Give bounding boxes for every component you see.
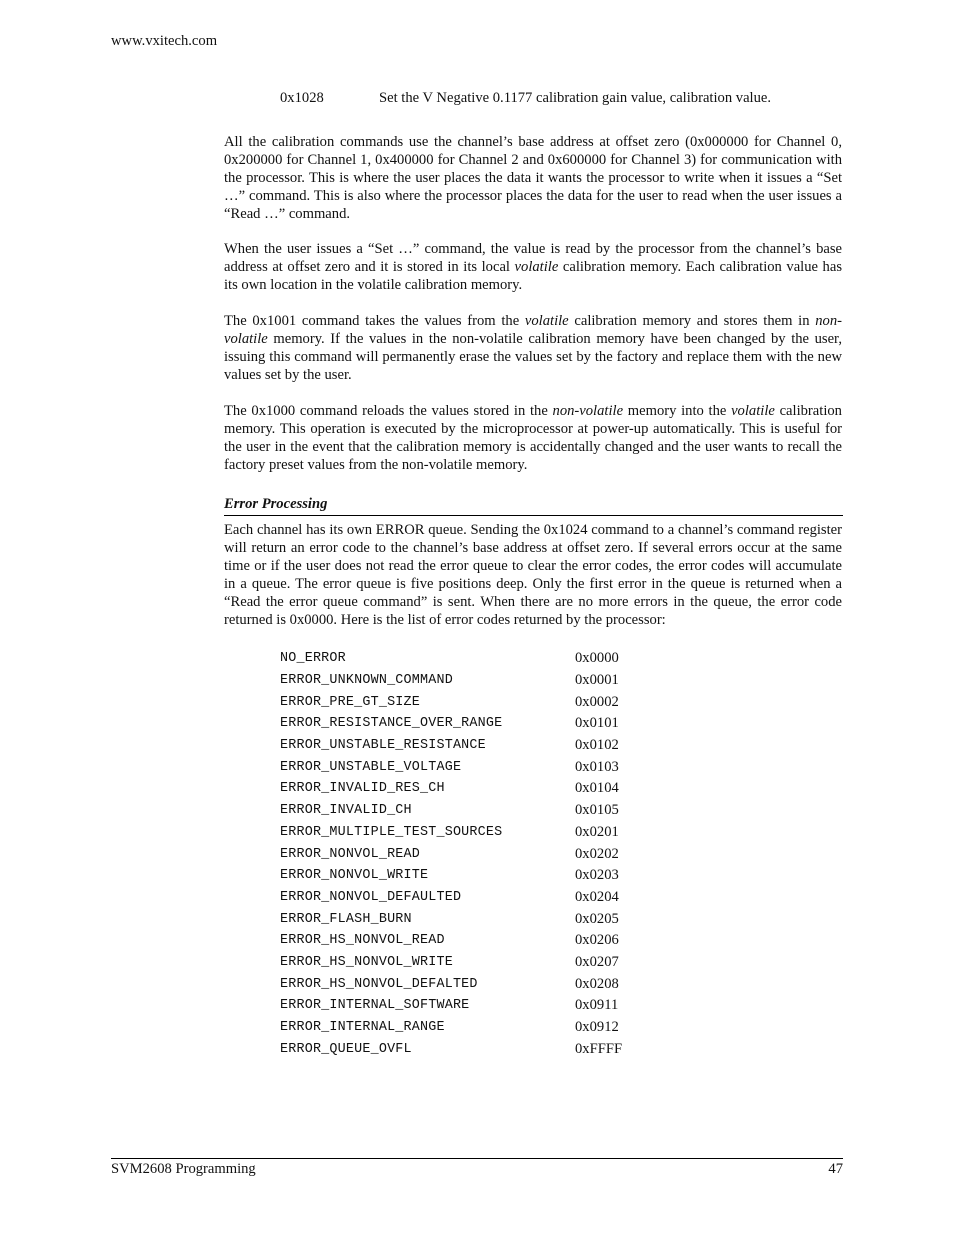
error-name: ERROR_INVALID_CH bbox=[280, 803, 412, 819]
error-code: 0xFFFF bbox=[575, 1040, 623, 1057]
paragraph-base-address: All the calibration commands use the channel’s base address at offset zero (0x000000 for Channel 0, 0x200000 for Channel 1, 0x400000 for Channel 2 and 0x600000 for Channel 3) for communication with the processor. This is where the user places the data it wants the processor to write when it issues a “Set …” command. This is also where the processor places the data for the user to read when the user issues a “Read …” command. bbox=[224, 134, 842, 222]
footer-title: SVM2608 Programming bbox=[111, 1161, 256, 1177]
section-heading: Error Processing bbox=[224, 496, 843, 516]
error-name: ERROR_NONVOL_READ bbox=[280, 846, 421, 862]
error-code: 0x0202 bbox=[575, 845, 619, 862]
error-row bbox=[280, 1017, 622, 1039]
error-name: ERROR_UNSTABLE_RESISTANCE bbox=[280, 738, 486, 754]
error-code: 0x0911 bbox=[575, 997, 619, 1014]
header-url: www.vxitech.com bbox=[111, 33, 218, 49]
error-code: 0x0104 bbox=[575, 780, 619, 797]
p2-text-a: When the user issues a “Set …” command, the value is read by the processor from the channel’s base address at offset zero and it is stored in its local bbox=[224, 241, 842, 275]
error-name: ERROR_INTERNAL_SOFTWARE bbox=[280, 998, 470, 1014]
error-row bbox=[280, 778, 622, 800]
error-code-list bbox=[280, 648, 622, 1060]
error-code: 0x0201 bbox=[575, 823, 619, 840]
error-row bbox=[280, 995, 622, 1017]
p3-emphasis-2: non-volatile bbox=[224, 313, 842, 347]
p2-text-b: calibration memory. Each calibration value has its own location in the volatile calibration memory. bbox=[224, 259, 843, 293]
error-code: 0x0208 bbox=[575, 975, 619, 992]
p4-emphasis-2: volatile bbox=[731, 403, 775, 419]
p3-text-b: calibration memory and stores them in bbox=[568, 313, 816, 329]
error-code: 0x0102 bbox=[575, 737, 619, 754]
error-row bbox=[280, 756, 622, 778]
error-code: 0x0205 bbox=[575, 910, 619, 927]
command-code: 0x1028 bbox=[280, 90, 324, 106]
error-name: ERROR_HS_NONVOL_DEFALTED bbox=[280, 976, 478, 992]
error-row bbox=[280, 887, 622, 909]
error-code: 0x0001 bbox=[575, 672, 619, 689]
error-name: ERROR_INVALID_RES_CH bbox=[280, 781, 445, 797]
error-row bbox=[280, 800, 622, 822]
paragraph-error-queue: Each channel has its own ERROR queue. Sending the 0x1024 command to a channel’s command register will return an error code to the channel’s base address at offset zero. If several errors occur at the same time or if the user does not read the error queue to clear the error codes, the error codes will accumulate in a queue. The error queue is five positions deep. Only the first error in the queue is returned when a “Read the error queue command” is sent. When there are no more errors in the queue, the error code returned is 0x0000. Here is the list of error codes returned by the processor: bbox=[224, 522, 842, 628]
error-row bbox=[280, 843, 622, 865]
p4-text-a: The 0x1000 command reloads the values stored in the bbox=[224, 403, 553, 419]
error-name: ERROR_PRE_GT_SIZE bbox=[280, 694, 421, 710]
p4-text-b: memory into the bbox=[623, 403, 732, 419]
error-name: ERROR_NONVOL_WRITE bbox=[280, 868, 429, 884]
error-name: ERROR_FLASH_BURN bbox=[280, 911, 412, 927]
p3-text-c: memory. If the values in the non-volatile calibration memory have been changed by the user, issuing this command will permanently erase the values set by the factory and replace them with the new values set by the user. bbox=[224, 331, 842, 383]
error-code: 0x0204 bbox=[575, 888, 619, 905]
error-row bbox=[280, 865, 622, 887]
error-code: 0x0207 bbox=[575, 953, 619, 970]
error-code: 0x0206 bbox=[575, 932, 619, 949]
error-row bbox=[280, 973, 622, 995]
paragraph-0x1001 bbox=[224, 312, 842, 384]
command-description: Set the V Negative 0.1177 calibration gain value, calibration value. bbox=[379, 90, 772, 106]
p2-emphasis: volatile bbox=[514, 259, 559, 275]
paragraph-0x1000 bbox=[224, 402, 842, 474]
error-name: ERROR_UNSTABLE_VOLTAGE bbox=[280, 759, 462, 775]
command-line bbox=[280, 90, 771, 107]
error-name: ERROR_QUEUE_OVFL bbox=[280, 1041, 412, 1057]
error-code: 0x0105 bbox=[575, 802, 619, 819]
error-name: ERROR_INTERNAL_RANGE bbox=[280, 1020, 445, 1036]
error-row bbox=[280, 908, 622, 930]
error-row bbox=[280, 952, 622, 974]
error-row bbox=[280, 713, 622, 735]
error-row bbox=[280, 822, 622, 844]
error-name: ERROR_MULTIPLE_TEST_SOURCES bbox=[280, 824, 503, 840]
error-name: ERROR_HS_NONVOL_WRITE bbox=[280, 954, 453, 970]
error-name: ERROR_UNKNOWN_COMMAND bbox=[280, 673, 453, 689]
page-number: 47 bbox=[828, 1161, 843, 1177]
error-name: ERROR_HS_NONVOL_READ bbox=[280, 933, 445, 949]
error-name: ERROR_NONVOL_DEFAULTED bbox=[280, 889, 462, 905]
error-row bbox=[280, 648, 622, 670]
paragraph-set-command bbox=[224, 240, 842, 294]
error-name: ERROR_RESISTANCE_OVER_RANGE bbox=[280, 716, 503, 732]
p4-text-c: calibration memory. This operation is executed by the microprocessor at power-up automatically. This is useful for the user in the event that the calibration memory is accidentally changed and the user wants to recall the factory preset values from the non-volatile memory. bbox=[224, 403, 842, 473]
p4-emphasis-1: non-volatile bbox=[552, 403, 624, 419]
error-row bbox=[280, 670, 622, 692]
error-row bbox=[280, 1038, 622, 1060]
error-row bbox=[280, 930, 622, 952]
error-row bbox=[280, 691, 622, 713]
p3-text-a: The 0x1001 command takes the values from the bbox=[224, 313, 525, 329]
error-code: 0x0000 bbox=[575, 650, 619, 667]
error-code: 0x0203 bbox=[575, 867, 619, 884]
error-code: 0x0103 bbox=[575, 758, 619, 775]
p3-emphasis-1: volatile bbox=[524, 313, 569, 329]
error-row bbox=[280, 735, 622, 757]
page-footer bbox=[111, 1158, 843, 1178]
error-code: 0x0101 bbox=[575, 715, 619, 732]
error-code: 0x0002 bbox=[575, 693, 619, 710]
error-code: 0x0912 bbox=[575, 1019, 619, 1036]
error-name: NO_ERROR bbox=[280, 651, 346, 667]
